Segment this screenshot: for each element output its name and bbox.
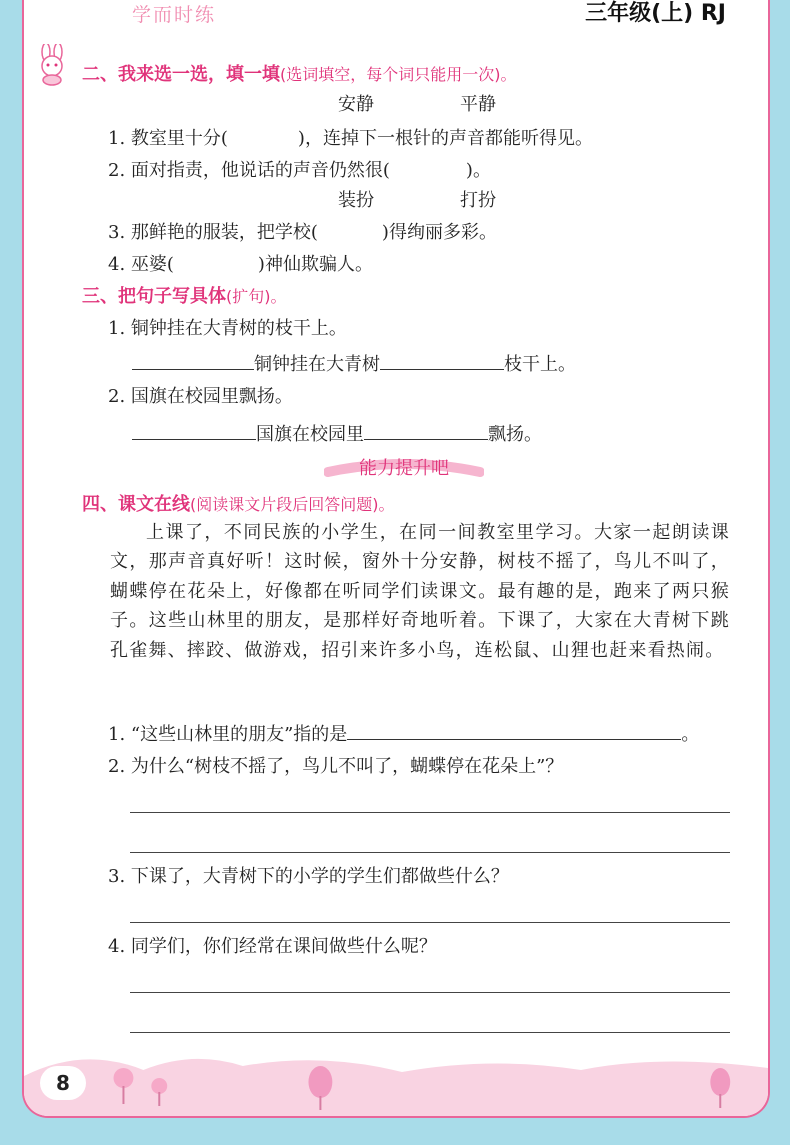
answer-blank[interactable] xyxy=(132,421,256,440)
section-3-heading: 三、把句子写具体 xyxy=(82,286,226,307)
answer-text: 飘扬。 xyxy=(488,424,542,445)
question-4-1 xyxy=(108,720,699,746)
question-text: 3. 那鲜艳的服装，把学校( xyxy=(108,222,318,243)
question-text: )得绚丽多彩。 xyxy=(381,222,497,243)
question-text: )神仙欺骗人。 xyxy=(257,254,373,275)
banner-label: 能力提升吧 xyxy=(359,458,449,479)
section-4-heading: 四、课文在线 xyxy=(82,494,190,515)
question-4-3: 3. 下课了，大青树下的小学的学生们都做些什么？ xyxy=(108,866,509,887)
answer-3-1 xyxy=(132,350,576,376)
section-4-note: (阅读课文片段后回答问题)。 xyxy=(190,495,395,514)
word-option: 打扮 xyxy=(460,190,496,211)
answer-line[interactable] xyxy=(130,812,730,813)
word-option: 装扮 xyxy=(338,190,374,211)
word-option: 平静 xyxy=(460,94,496,115)
answer-text: 铜钟挂在大青树 xyxy=(254,354,380,375)
question-text: 。 xyxy=(681,724,700,745)
section-banner xyxy=(324,454,484,480)
answer-line[interactable] xyxy=(130,852,730,853)
question-text: )，连掉下一根针的声音都能听得见。 xyxy=(297,128,593,149)
answer-3-2 xyxy=(132,420,542,446)
section-2-title xyxy=(82,60,517,86)
bunny-icon xyxy=(32,44,72,86)
section-4-title xyxy=(82,490,395,516)
page-header xyxy=(24,0,768,34)
question-4-2: 2. 为什么“树枝不摇了，鸟儿不叫了，蝴蝶停在花朵上”？ xyxy=(108,756,564,777)
answer-blank[interactable] xyxy=(380,351,504,370)
question-text: )。 xyxy=(465,160,491,181)
question-2-2 xyxy=(108,156,491,182)
answer-line[interactable] xyxy=(130,922,730,923)
question-text: 2. 面对指责，他说话的声音仍然很( xyxy=(108,160,390,181)
answer-blank[interactable] xyxy=(364,421,488,440)
question-2-4 xyxy=(108,250,373,276)
answer-blank[interactable] xyxy=(132,351,254,370)
question-2-3 xyxy=(108,218,497,244)
section-2-note: (选词填空，每个词只能用一次)。 xyxy=(280,65,517,84)
page-number: 8 xyxy=(40,1066,86,1100)
section-2-heading: 二、我来选一选，填一填 xyxy=(82,64,280,85)
question-text: 1. “这些山林里的朋友”指的是 xyxy=(108,724,348,745)
worksheet-page xyxy=(22,0,770,1118)
answer-text: 国旗在校园里 xyxy=(256,424,364,445)
question-3-1: 1. 铜钟挂在大青树的枝干上。 xyxy=(108,318,347,339)
question-2-1 xyxy=(108,124,593,150)
series-title: 学而时练 xyxy=(132,4,217,26)
question-text: 1. 教室里十分( xyxy=(108,128,228,149)
word-option: 安静 xyxy=(338,94,374,115)
section-3-title xyxy=(82,282,287,308)
answer-line[interactable] xyxy=(130,992,730,993)
question-text: 4. 巫婆( xyxy=(108,254,174,275)
grade-label: 三年级(上) RJ xyxy=(585,1,726,26)
section-3-note: (扩句)。 xyxy=(226,287,287,306)
answer-text: 枝干上。 xyxy=(504,354,576,375)
footer-decoration xyxy=(24,1026,768,1116)
question-3-2: 2. 国旗在校园里飘扬。 xyxy=(108,386,293,407)
question-4-4: 4. 同学们，你们经常在课间做些什么呢？ xyxy=(108,936,437,957)
answer-blank[interactable] xyxy=(347,721,681,740)
reading-passage: 上课了，不同民族的小学生，在同一间教室里学习。大家一起朗读课文，那声音真好听！这时候，窗外十分安静，树枝不摇了，鸟儿不叫了，蝴蝶停在花朵上，好像都在听同学们读课文。最有趣的是，跑来了两只猴子。这些山林里的朋友，是那样好奇地听着。下课了，大家在大青树下跳孔雀舞、摔跤、做游戏，招引来许多小鸟，连松鼠、山狸也赶来看热闹。 xyxy=(110,522,730,661)
